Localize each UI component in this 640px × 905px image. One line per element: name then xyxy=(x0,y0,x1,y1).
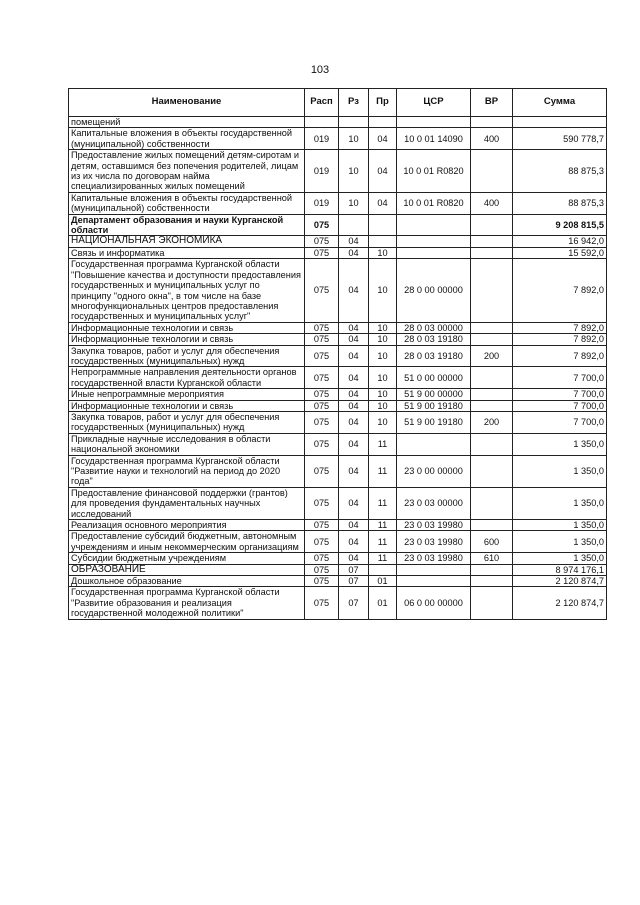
row-vr-cell xyxy=(471,455,513,487)
row-sum-cell: 15 592,0 xyxy=(513,247,607,258)
row-rasp-cell: 019 xyxy=(305,150,339,193)
table-row xyxy=(69,587,607,619)
row-pr-cell: 04 xyxy=(369,128,397,150)
row-rasp-cell: 075 xyxy=(305,214,339,236)
page-number: 103 xyxy=(310,64,330,76)
row-rz-cell: 04 xyxy=(339,487,369,519)
row-pr-cell: 10 xyxy=(369,345,397,367)
row-rz-cell: 07 xyxy=(339,564,369,575)
row-rz-cell: 04 xyxy=(339,455,369,487)
row-pr-cell: 10 xyxy=(369,322,397,333)
row-rz-cell: 10 xyxy=(339,150,369,193)
row-vr-cell xyxy=(471,214,513,236)
row-csr-cell xyxy=(397,236,471,247)
row-vr-cell xyxy=(471,322,513,333)
row-pr-cell: 10 xyxy=(369,259,397,322)
row-pr-cell: 11 xyxy=(369,553,397,564)
row-name-cell: Информационные технологии и связь xyxy=(69,322,305,333)
row-vr-cell xyxy=(471,117,513,128)
row-rasp-cell: 075 xyxy=(305,487,339,519)
row-csr-cell: 23 0 03 19980 xyxy=(397,553,471,564)
row-sum-cell: 7 700,0 xyxy=(513,389,607,400)
row-name-cell: Прикладные научные исследования в области национальной экономики xyxy=(69,433,305,455)
row-rz-cell: 04 xyxy=(339,520,369,531)
row-name-cell: Закупка товаров, работ и услуг для обеспечения государственных (муниципальных) нужд xyxy=(69,345,305,367)
row-rasp-cell: 075 xyxy=(305,389,339,400)
row-rasp-cell: 075 xyxy=(305,400,339,411)
row-rz-cell: 04 xyxy=(339,553,369,564)
row-sum-cell: 7 700,0 xyxy=(513,400,607,411)
row-name-cell: Капитальные вложения в объекты государственной (муниципальной) собственности xyxy=(69,128,305,150)
row-pr-cell: 11 xyxy=(369,520,397,531)
table-row xyxy=(69,117,607,128)
row-vr-cell xyxy=(471,367,513,389)
row-pr-cell: 10 xyxy=(369,411,397,433)
row-vr-cell xyxy=(471,564,513,575)
row-rz-cell: 10 xyxy=(339,128,369,150)
row-vr-cell xyxy=(471,400,513,411)
row-sum-cell: 1 350,0 xyxy=(513,553,607,564)
row-csr-cell xyxy=(397,433,471,455)
row-name-cell: Государственная программа Курганской области "Развитие образования и реализация государственной молодежной политики" xyxy=(69,587,305,619)
row-name-cell: Закупка товаров, работ и услуг для обеспечения государственных (муниципальных) нужд xyxy=(69,411,305,433)
row-rz-cell: 07 xyxy=(339,587,369,619)
table-row xyxy=(69,487,607,519)
row-rz-cell: 04 xyxy=(339,247,369,258)
row-sum-cell: 88 875,3 xyxy=(513,150,607,193)
table-row xyxy=(69,576,607,587)
table-row xyxy=(69,531,607,553)
table-row xyxy=(69,236,607,247)
row-pr-cell: 11 xyxy=(369,433,397,455)
row-rasp-cell: 075 xyxy=(305,564,339,575)
row-csr-cell: 23 0 00 00000 xyxy=(397,455,471,487)
row-name-cell: Дошкольное образование xyxy=(69,576,305,587)
row-pr-cell: 10 xyxy=(369,400,397,411)
table-row xyxy=(69,259,607,322)
row-name-cell: Информационные технологии и связь xyxy=(69,400,305,411)
row-rz-cell: 04 xyxy=(339,334,369,345)
row-sum-cell: 16 942,0 xyxy=(513,236,607,247)
row-csr-cell xyxy=(397,564,471,575)
row-name-cell: Иные непрограммные мероприятия xyxy=(69,389,305,400)
row-sum-cell: 1 350,0 xyxy=(513,455,607,487)
row-csr-cell xyxy=(397,214,471,236)
row-rasp-cell: 075 xyxy=(305,247,339,258)
row-csr-cell xyxy=(397,117,471,128)
table-row xyxy=(69,520,607,531)
table-row xyxy=(69,553,607,564)
column-header-sum: Сумма xyxy=(513,89,607,117)
row-sum-cell: 590 778,7 xyxy=(513,128,607,150)
table-row xyxy=(69,334,607,345)
row-sum-cell: 7 700,0 xyxy=(513,367,607,389)
table-row xyxy=(69,214,607,236)
table-row xyxy=(69,400,607,411)
row-rz-cell: 04 xyxy=(339,389,369,400)
row-rasp-cell: 075 xyxy=(305,345,339,367)
row-sum-cell: 1 350,0 xyxy=(513,531,607,553)
row-csr-cell: 23 0 03 00000 xyxy=(397,487,471,519)
row-rasp-cell: 075 xyxy=(305,259,339,322)
row-sum-cell: 7 892,0 xyxy=(513,334,607,345)
row-name-cell: НАЦИОНАЛЬНАЯ ЭКОНОМИКА xyxy=(69,236,305,247)
row-name-cell: Капитальные вложения в объекты государственной (муниципальной) собственности xyxy=(69,192,305,214)
table-row xyxy=(69,345,607,367)
table-body xyxy=(69,117,607,620)
row-pr-cell xyxy=(369,236,397,247)
row-csr-cell: 06 0 00 00000 xyxy=(397,587,471,619)
row-rz-cell: 07 xyxy=(339,576,369,587)
row-name-cell: Связь и информатика xyxy=(69,247,305,258)
row-rasp-cell: 075 xyxy=(305,520,339,531)
row-rz-cell: 04 xyxy=(339,531,369,553)
row-pr-cell: 01 xyxy=(369,587,397,619)
row-pr-cell: 10 xyxy=(369,334,397,345)
row-rasp-cell: 075 xyxy=(305,236,339,247)
row-sum-cell: 7 892,0 xyxy=(513,259,607,322)
row-pr-cell: 10 xyxy=(369,389,397,400)
row-rasp-cell xyxy=(305,117,339,128)
column-header-rasp: Расп xyxy=(305,89,339,117)
row-sum-cell xyxy=(513,117,607,128)
row-sum-cell: 7 892,0 xyxy=(513,345,607,367)
table-row xyxy=(69,192,607,214)
row-csr-cell: 51 9 00 19180 xyxy=(397,400,471,411)
row-rasp-cell: 075 xyxy=(305,367,339,389)
row-name-cell: Предоставление жилых помещений детям-сиротам и детям, оставшимся без попечения родителей, лицам из их числа по договорам найма специализированных жилых помещений xyxy=(69,150,305,193)
row-csr-cell: 10 0 01 14090 xyxy=(397,128,471,150)
row-name-cell: Реализация основного мероприятия xyxy=(69,520,305,531)
row-sum-cell: 1 350,0 xyxy=(513,487,607,519)
row-vr-cell: 610 xyxy=(471,553,513,564)
row-sum-cell: 1 350,0 xyxy=(513,433,607,455)
row-csr-cell: 51 9 00 19180 xyxy=(397,411,471,433)
row-rz-cell: 04 xyxy=(339,259,369,322)
row-rz-cell: 04 xyxy=(339,411,369,433)
row-rasp-cell: 019 xyxy=(305,192,339,214)
row-csr-cell: 28 0 00 00000 xyxy=(397,259,471,322)
row-rasp-cell: 075 xyxy=(305,334,339,345)
row-vr-cell: 200 xyxy=(471,345,513,367)
row-rasp-cell: 075 xyxy=(305,433,339,455)
row-sum-cell: 2 120 874,7 xyxy=(513,587,607,619)
row-vr-cell: 200 xyxy=(471,411,513,433)
row-vr-cell xyxy=(471,487,513,519)
row-rz-cell xyxy=(339,214,369,236)
row-csr-cell xyxy=(397,576,471,587)
table-row xyxy=(69,367,607,389)
row-csr-cell: 28 0 03 19180 xyxy=(397,334,471,345)
row-csr-cell: 28 0 03 19180 xyxy=(397,345,471,367)
table-row xyxy=(69,150,607,193)
row-csr-cell: 10 0 01 R0820 xyxy=(397,192,471,214)
row-rz-cell xyxy=(339,117,369,128)
row-vr-cell xyxy=(471,520,513,531)
budget-table xyxy=(68,88,607,620)
table-row xyxy=(69,322,607,333)
column-header-name: Наименование xyxy=(69,89,305,117)
table-row xyxy=(69,389,607,400)
row-sum-cell: 7 892,0 xyxy=(513,322,607,333)
table-row xyxy=(69,128,607,150)
row-name-cell: Информационные технологии и связь xyxy=(69,334,305,345)
column-header-csr: ЦСР xyxy=(397,89,471,117)
row-sum-cell: 2 120 874,7 xyxy=(513,576,607,587)
row-name-cell: Непрограммные направления деятельности органов государственной власти Курганской области xyxy=(69,367,305,389)
row-pr-cell xyxy=(369,214,397,236)
row-csr-cell xyxy=(397,247,471,258)
row-csr-cell: 23 0 03 19980 xyxy=(397,531,471,553)
table-row xyxy=(69,247,607,258)
row-name-cell: Предоставление финансовой поддержки (грантов) для проведения фундаментальных научных исследований xyxy=(69,487,305,519)
row-rasp-cell: 075 xyxy=(305,587,339,619)
column-header-rz: Рз xyxy=(339,89,369,117)
column-header-vr: ВР xyxy=(471,89,513,117)
row-rasp-cell: 075 xyxy=(305,531,339,553)
row-rz-cell: 04 xyxy=(339,322,369,333)
row-vr-cell xyxy=(471,433,513,455)
row-sum-cell: 1 350,0 xyxy=(513,520,607,531)
row-name-cell: Государственная программа Курганской области "Повышение качества и доступности предоставления государственных и муниципальных услуг по принципу "одного окна", в том числе на базе многофункциональных центров предоставления государственных и муниципальных услуг" xyxy=(69,259,305,322)
row-vr-cell xyxy=(471,236,513,247)
table-row xyxy=(69,564,607,575)
row-vr-cell xyxy=(471,259,513,322)
row-rasp-cell: 019 xyxy=(305,128,339,150)
row-vr-cell xyxy=(471,587,513,619)
row-pr-cell: 11 xyxy=(369,531,397,553)
row-vr-cell: 600 xyxy=(471,531,513,553)
row-csr-cell: 51 9 00 00000 xyxy=(397,389,471,400)
column-header-pr: Пр xyxy=(369,89,397,117)
row-vr-cell xyxy=(471,334,513,345)
table-row xyxy=(69,455,607,487)
row-pr-cell: 04 xyxy=(369,150,397,193)
row-vr-cell xyxy=(471,150,513,193)
row-name-cell: Государственная программа Курганской области "Развитие науки и технологий на период до 2020 года" xyxy=(69,455,305,487)
row-pr-cell: 01 xyxy=(369,576,397,587)
row-csr-cell: 28 0 03 00000 xyxy=(397,322,471,333)
row-pr-cell xyxy=(369,564,397,575)
row-pr-cell xyxy=(369,117,397,128)
row-rz-cell: 10 xyxy=(339,192,369,214)
row-csr-cell: 10 0 01 R0820 xyxy=(397,150,471,193)
row-rasp-cell: 075 xyxy=(305,576,339,587)
row-pr-cell: 10 xyxy=(369,247,397,258)
row-vr-cell: 400 xyxy=(471,128,513,150)
row-csr-cell: 23 0 03 19980 xyxy=(397,520,471,531)
row-rz-cell: 04 xyxy=(339,433,369,455)
row-sum-cell: 88 875,3 xyxy=(513,192,607,214)
row-sum-cell: 9 208 815,5 xyxy=(513,214,607,236)
row-rasp-cell: 075 xyxy=(305,455,339,487)
row-vr-cell: 400 xyxy=(471,192,513,214)
row-csr-cell: 51 0 00 00000 xyxy=(397,367,471,389)
row-rz-cell: 04 xyxy=(339,367,369,389)
row-vr-cell xyxy=(471,247,513,258)
row-rasp-cell: 075 xyxy=(305,411,339,433)
row-sum-cell: 7 700,0 xyxy=(513,411,607,433)
row-pr-cell: 11 xyxy=(369,487,397,519)
row-rz-cell: 04 xyxy=(339,236,369,247)
row-rasp-cell: 075 xyxy=(305,322,339,333)
table-row xyxy=(69,433,607,455)
table-row xyxy=(69,411,607,433)
row-name-cell: помещений xyxy=(69,117,305,128)
row-name-cell: ОБРАЗОВАНИЕ xyxy=(69,564,305,575)
row-vr-cell xyxy=(471,389,513,400)
row-name-cell: Департамент образования и науки Курганской области xyxy=(69,214,305,236)
row-rz-cell: 04 xyxy=(339,345,369,367)
row-pr-cell: 04 xyxy=(369,192,397,214)
row-pr-cell: 11 xyxy=(369,455,397,487)
table-header-row xyxy=(69,89,607,117)
row-name-cell: Субсидии бюджетным учреждениям xyxy=(69,553,305,564)
row-pr-cell: 10 xyxy=(369,367,397,389)
row-rasp-cell: 075 xyxy=(305,553,339,564)
row-vr-cell xyxy=(471,576,513,587)
row-name-cell: Предоставление субсидий бюджетным, автономным учреждениям и иным некоммерческим организациям xyxy=(69,531,305,553)
row-sum-cell: 8 974 176,1 xyxy=(513,564,607,575)
row-rz-cell: 04 xyxy=(339,400,369,411)
